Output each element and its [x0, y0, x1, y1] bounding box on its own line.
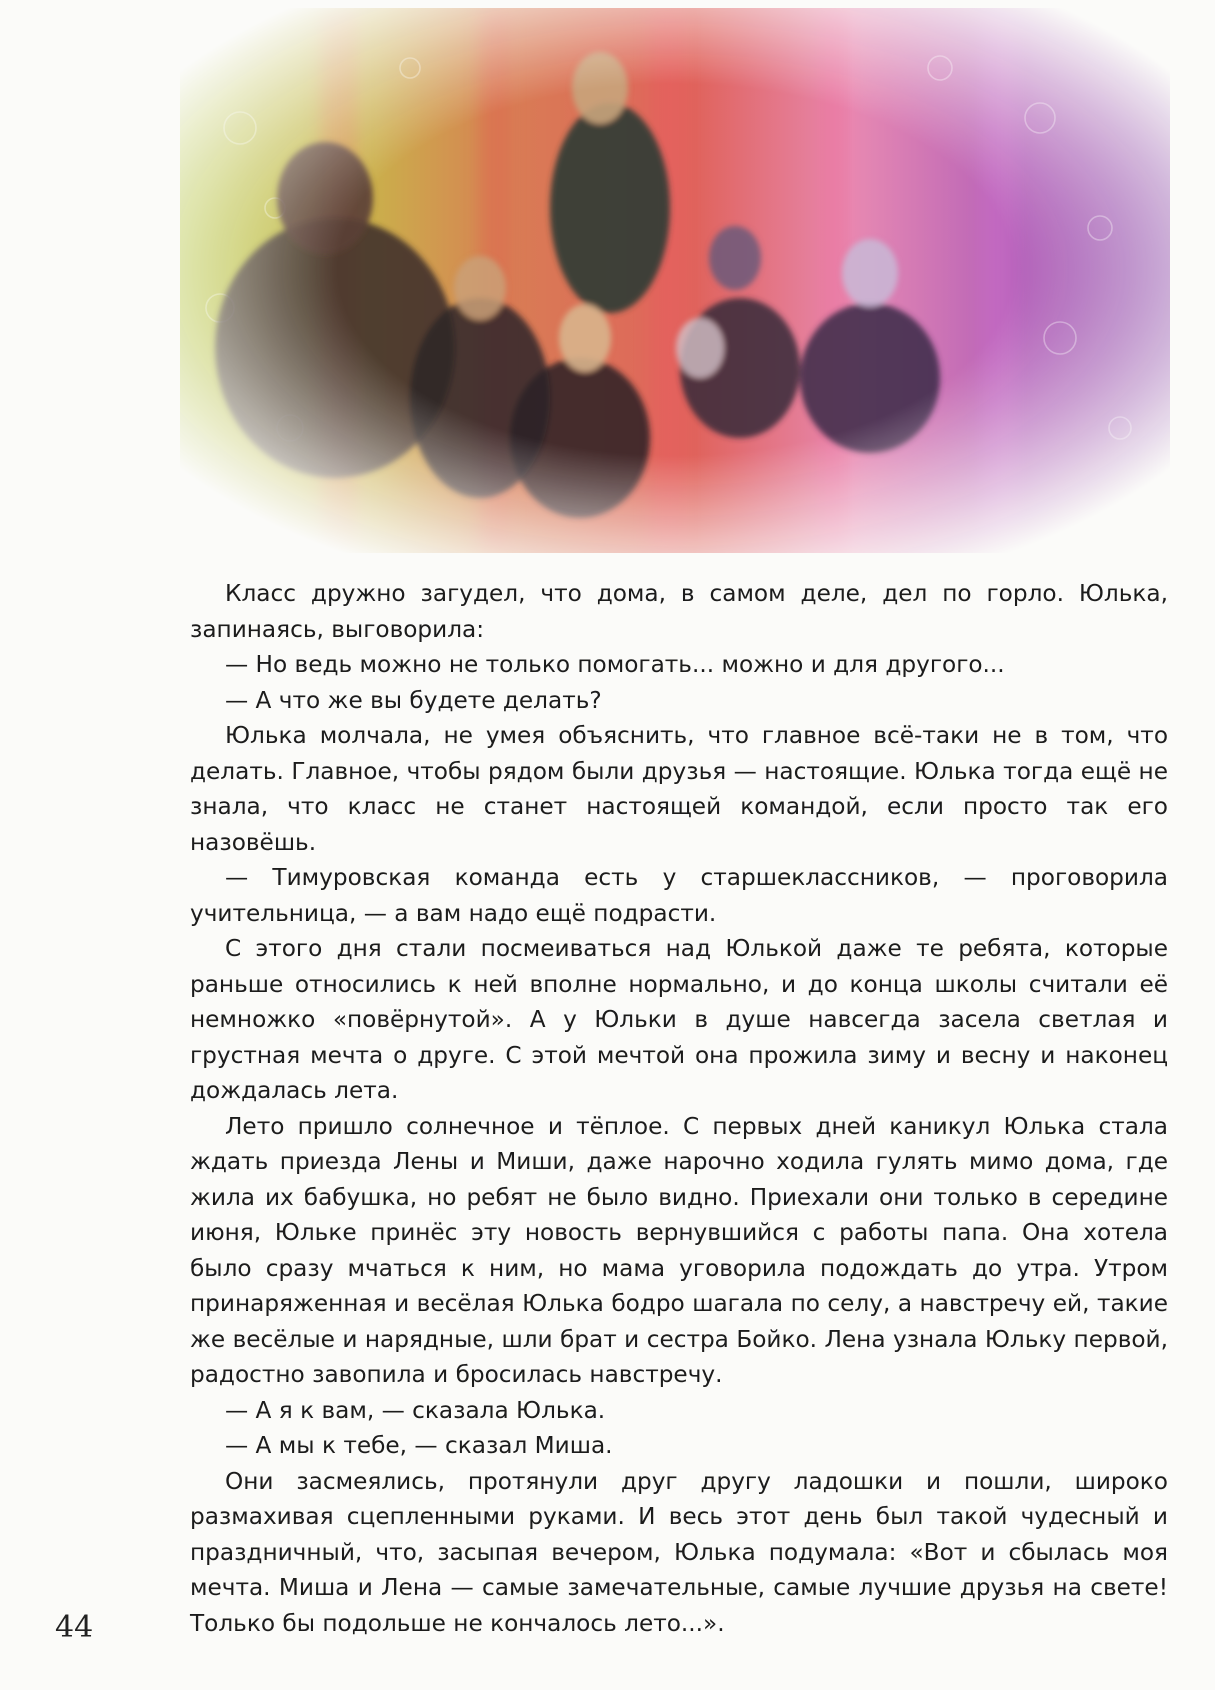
classroom-illustration [180, 8, 1170, 553]
paragraph: Класс дружно загудел, что дома, в самом деле, дел по горло. Юлька, запинаясь, выговорила: [190, 580, 1168, 643]
page-number: 44 [55, 1610, 94, 1645]
story-text [190, 576, 1168, 1641]
paragraph: Лето пришло солнечное и тёплое. С первых дней каникул Юлька стала ждать приезда Лены и Миши, даже нарочно ходила гулять мимо дома, где жила их бабушка, но ребят не было видно. Приехали они только в середине июня, Юльке принёс эту новость вернувшийся с работы папа. Она хотела было сразу мчаться к ним, но мама уговорила подождать до утра. Утром принаряженная и весёлая Юлька бодро шагала по селу, а навстречу ей, такие же весёлые и нарядные, шли брат и сестра Бойко. Лена узнала Юльку первой, радостно завопила и бросилась навстречу. [190, 1112, 1168, 1388]
paragraph: — Тимуровская команда есть у старшеклассников, — проговорила учительница, — а вам надо ещё подрасти. [190, 864, 1168, 927]
paragraph: С этого дня стали посмеиваться над Юлькой даже те ребята, которые раньше относились к ней вполне нормально, и до конца школы считали её немножко «повёрнутой». А у Юльки в душе навсегда засела светлая и грустная мечта о друге. С этой мечтой она прожила зиму и весну и наконец дождалась лета. [190, 935, 1168, 1104]
paragraph: Юлька молчала, не умея объяснить, что главное всё-таки не в том, что делать. Главное, чтобы рядом были друзья — настоящие. Юлька тогда ещё не знала, что класс не станет настоящей командой, если просто так его назовёшь. [190, 722, 1168, 856]
paragraph: — А что же вы будете делать? [225, 686, 602, 714]
paragraph: Они засмеялись, протянули друг другу ладошки и пошли, широко размахивая сцепленными руками. И весь этот день был такой чудесный и праздничный, что, засыпая вечером, Юлька подумала: «Вот и сбылась моя мечта. Миша и Лена — самые замечательные, самые лучшие друзья на свете! Только бы подольше не кончалось лето...». [190, 1467, 1168, 1637]
paragraph: — Но ведь можно не только помогать... можно и для другого... [225, 651, 1005, 678]
paragraph: — А мы к тебе, — сказал Миша. [225, 1432, 613, 1459]
paragraph: — А я к вам, — сказала Юлька. [225, 1396, 606, 1424]
